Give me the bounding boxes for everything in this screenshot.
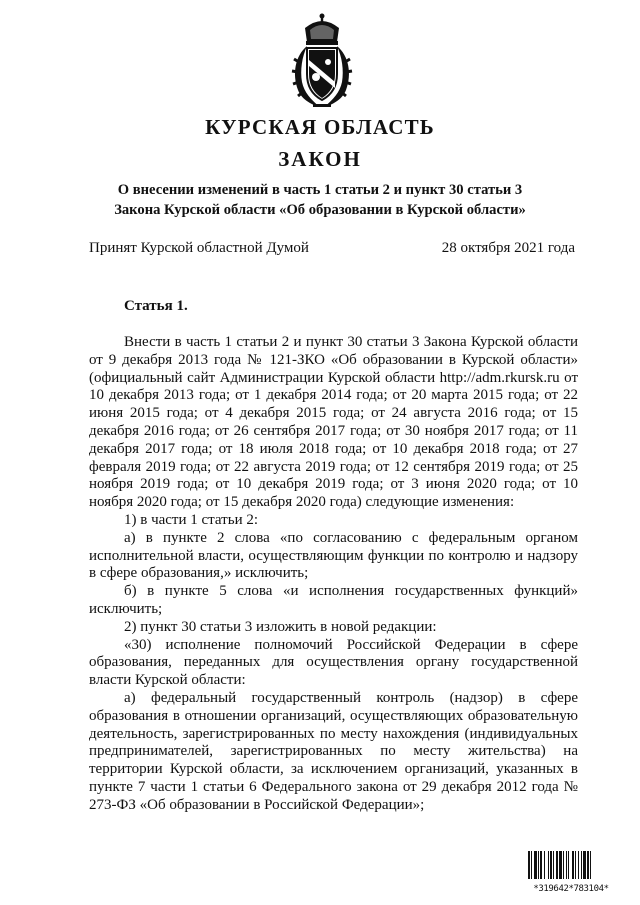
barcode-bars bbox=[527, 851, 615, 879]
barcode-bar bbox=[587, 851, 589, 879]
coat-of-arms-emblem bbox=[289, 12, 355, 110]
crown-icon bbox=[305, 14, 339, 46]
barcode-bar bbox=[563, 851, 564, 879]
barcode-bar bbox=[575, 851, 576, 879]
barcode-bar bbox=[568, 851, 569, 879]
shield-icon bbox=[307, 48, 337, 100]
paragraph: 1) в части 1 статьи 2: bbox=[124, 511, 259, 528]
barcode-bar bbox=[550, 851, 552, 879]
barcode-bar bbox=[544, 851, 545, 879]
barcode-number: *319642*783104* bbox=[533, 884, 609, 894]
region-heading: КУРСКАЯ ОБЛАСТЬ bbox=[205, 115, 435, 139]
adoption-date: 28 октября 2021 года bbox=[441, 240, 575, 256]
barcode-bar bbox=[534, 851, 537, 879]
barcode-bar bbox=[538, 851, 539, 879]
paragraph: а) федеральный государственный контроль (надзор) в сфере образования в отношении организаций, осуществляющих образовательную деятельность, зарегистрированных по месту нахождения (индивидуальных предпринимателей, зарегистрированных по месту жительства) на территории Курской области, за исключением организаций, указанных в пункте 7 части 1 статьи 6 Федерального закона от 29 декабря 2012 года № 273-ФЗ «Об образовании в Российской Федерации»; bbox=[89, 689, 578, 813]
barcode-bar bbox=[578, 851, 579, 879]
barcode-bar bbox=[566, 851, 567, 879]
barcode-bar bbox=[540, 851, 542, 879]
barcode-bar bbox=[559, 851, 562, 879]
adoption-line bbox=[89, 238, 575, 258]
law-title-line-2: Закона Курской области «Об образовании в Курской области» bbox=[114, 202, 526, 218]
law-title bbox=[60, 180, 580, 220]
paragraph: Внести в часть 1 статьи 2 и пункт 30 статьи 3 Закона Курской области от 9 декабря 2013 года № 121-ЗКО «Об образовании в Курской области» (официальный сайт Администрации Курской области http://adm.rkursk.ru от 10 декабря 2013 года; от 1 декабря 2014 года; от 20 марта 2015 года; от 22 июня 2015 года; от 4 декабря 2015 года; от 24 августа 2016 года; от 15 декабря 2016 года; от 26 сентября 2017 года; от 30 ноября 2017 года; от 11 декабря 2017 года; от 18 июля 2018 года; от 10 декабря 2018 года; от 27 февраля 2019 года; от 22 августа 2019 года; от 12 сентября 2019 года; от 25 ноября 2019 года; от 10 декабря 2019 года; от 3 июня 2020 года; от 10 ноября 2020 года; от 15 декабря 2020 года) следующие изменения: bbox=[89, 334, 578, 511]
barcode-bar bbox=[528, 851, 530, 879]
article-title: Статья 1. bbox=[124, 298, 188, 314]
paragraph: «30) исполнение полномочий Российской Федерации в сфере образования, переданных для осуществления органу государственной власти Курской области: bbox=[89, 636, 578, 689]
barcode-bar bbox=[556, 851, 558, 879]
paragraph: а) в пункте 2 слова «по согласованию с федеральным органом исполнительной власти, осуществляющим функции по контролю и надзору в сфере образования,» исключить; bbox=[89, 529, 578, 582]
barcode-bar bbox=[553, 851, 554, 879]
paragraph: б) в пункте 5 слова «и исполнения государственных функций» исключить; bbox=[89, 583, 578, 617]
paragraph: 2) пункт 30 статьи 3 изложить в новой редакции: bbox=[124, 618, 437, 635]
barcode-bar bbox=[590, 851, 591, 879]
document-type-heading: ЗАКОН bbox=[278, 147, 362, 171]
adopted-by: Принят Курской областной Думой bbox=[89, 240, 309, 256]
barcode-bar bbox=[581, 851, 582, 879]
barcode-bar bbox=[572, 851, 574, 879]
law-title-line-1: О внесении изменений в часть 1 статьи 2 и пункт 30 статьи 3 bbox=[117, 182, 523, 198]
barcode-bar bbox=[548, 851, 549, 879]
barcode-bar bbox=[583, 851, 586, 879]
barcode-bar bbox=[531, 851, 532, 879]
barcode bbox=[527, 851, 615, 894]
article-body bbox=[89, 334, 578, 815]
